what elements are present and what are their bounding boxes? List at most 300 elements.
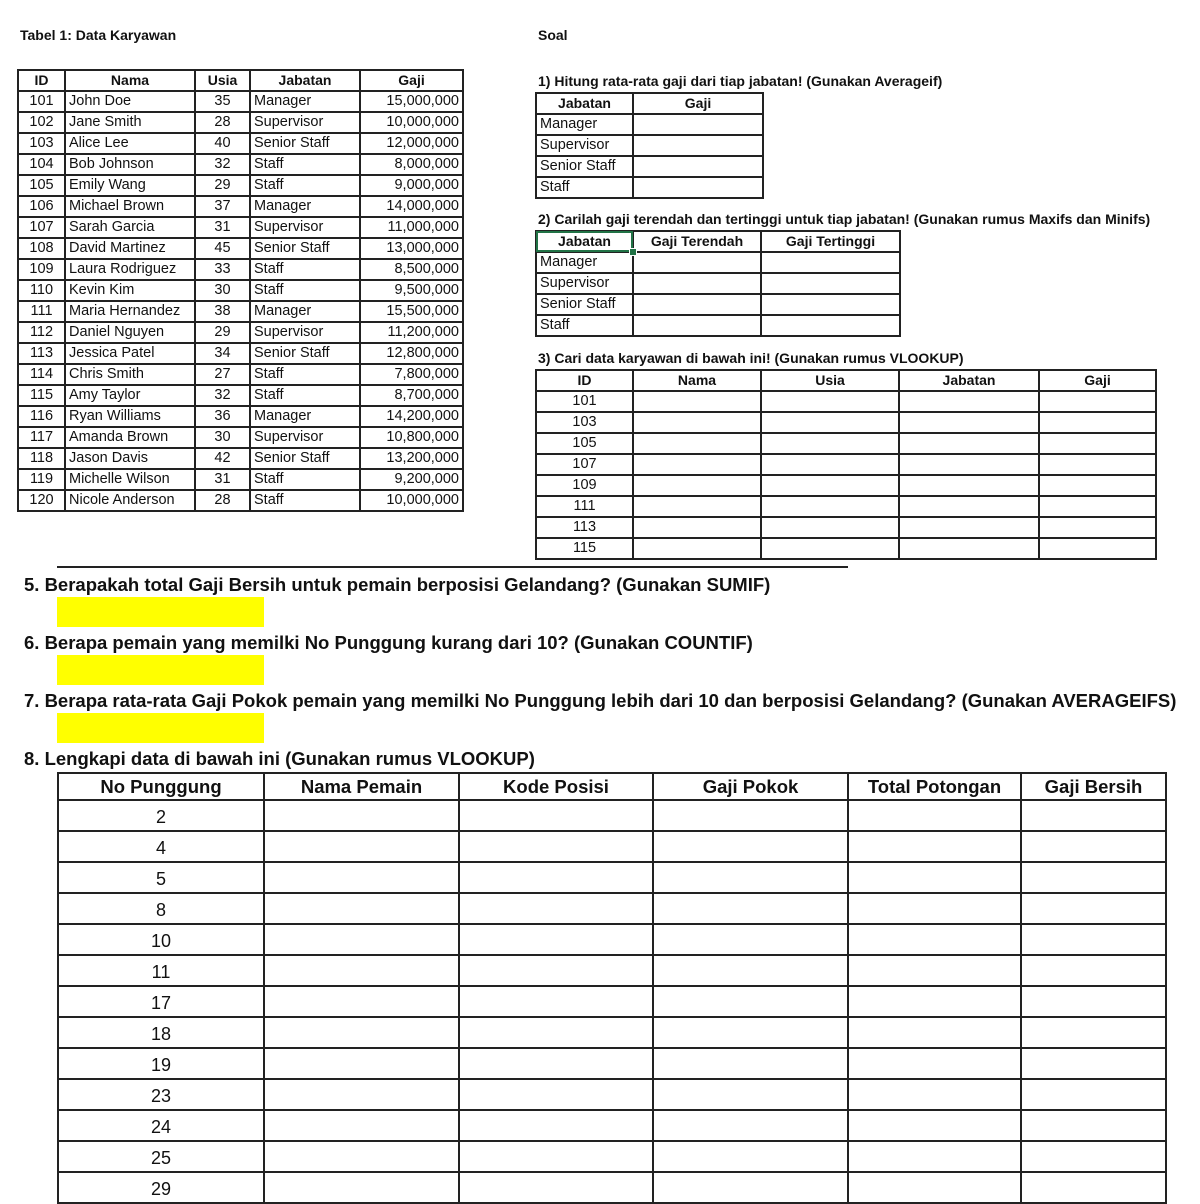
header-usia[interactable]: Usia <box>761 370 899 391</box>
cell-jabatan-empty[interactable] <box>899 496 1039 517</box>
cell-jabatan[interactable]: Supervisor <box>250 217 360 238</box>
cell-id[interactable]: 103 <box>536 412 633 433</box>
cell-gaji-pokok-empty[interactable] <box>653 986 848 1017</box>
cell-jabatan[interactable]: Staff <box>536 177 633 198</box>
question-6-text: 6. Berapa pemain yang memilki No Punggung kurang dari 10? (Gunakan COUNTIF) <box>24 632 753 653</box>
cell-kode-posisi-empty[interactable] <box>459 1017 653 1048</box>
cell-jabatan[interactable]: Senior Staff <box>250 238 360 259</box>
cell-nama[interactable]: Laura Rodriguez <box>65 259 195 280</box>
cell-usia-empty[interactable] <box>761 496 899 517</box>
cell-usia-empty[interactable] <box>761 433 899 454</box>
cell-total-potongan-empty[interactable] <box>848 1141 1021 1172</box>
header-jabatan[interactable]: Jabatan <box>899 370 1039 391</box>
cell-usia[interactable]: 36 <box>195 406 250 427</box>
cell-id[interactable]: 107 <box>18 217 65 238</box>
cell-kode-posisi-empty[interactable] <box>459 893 653 924</box>
cell-usia[interactable]: 30 <box>195 280 250 301</box>
cell-jabatan[interactable]: Staff <box>250 385 360 406</box>
cell-id[interactable]: 103 <box>18 133 65 154</box>
cell-gaji-empty[interactable] <box>1039 412 1156 433</box>
cell-gaji-empty[interactable] <box>1039 454 1156 475</box>
cell-total-potongan-empty[interactable] <box>848 955 1021 986</box>
cell-gaji-empty[interactable] <box>1039 433 1156 454</box>
header-gaji-tertinggi[interactable]: Gaji Tertinggi <box>761 231 900 252</box>
cell-jabatan[interactable]: Supervisor <box>536 273 633 294</box>
header-total-potongan[interactable]: Total Potongan <box>848 773 1021 800</box>
table-row <box>18 364 463 385</box>
table-header-row <box>58 773 1166 800</box>
cell-id[interactable]: 102 <box>18 112 65 133</box>
cell-total-potongan-empty[interactable] <box>848 1017 1021 1048</box>
table-header-row <box>536 370 1156 391</box>
cell-gaji[interactable]: 14,200,000 <box>360 406 463 427</box>
header-gaji[interactable]: Gaji <box>360 70 463 91</box>
cell-nama-pemain-empty[interactable] <box>264 955 459 986</box>
cell-usia[interactable]: 28 <box>195 490 250 511</box>
table-row <box>18 196 463 217</box>
header-usia[interactable]: Usia <box>195 70 250 91</box>
cell-jabatan[interactable]: Senior Staff <box>536 156 633 177</box>
cell-usia-empty[interactable] <box>761 517 899 538</box>
cell-gaji[interactable]: 13,000,000 <box>360 238 463 259</box>
fill-handle[interactable] <box>629 248 637 256</box>
cell-gaji-bersih-empty[interactable] <box>1021 1172 1166 1203</box>
cell-kode-posisi-empty[interactable] <box>459 1079 653 1110</box>
question-8-text: 8. Lengkapi data di bawah ini (Gunakan rumus VLOOKUP) <box>24 748 535 769</box>
answer-7-highlight-cell[interactable] <box>57 713 264 743</box>
header-gaji-pokok[interactable]: Gaji Pokok <box>653 773 848 800</box>
table-row <box>18 490 463 511</box>
cell-kode-posisi-empty[interactable] <box>459 831 653 862</box>
table-row <box>18 280 463 301</box>
cell-gaji-empty[interactable] <box>633 114 763 135</box>
cell-nama[interactable]: Ryan Williams <box>65 406 195 427</box>
header-kode-posisi[interactable]: Kode Posisi <box>459 773 653 800</box>
header-gaji-bersih[interactable]: Gaji Bersih <box>1021 773 1166 800</box>
cell-gaji[interactable]: 14,000,000 <box>360 196 463 217</box>
cell-jabatan[interactable]: Manager <box>250 301 360 322</box>
cell-total-potongan-empty[interactable] <box>848 924 1021 955</box>
cell-gaji[interactable]: 7,800,000 <box>360 364 463 385</box>
cell-usia-empty[interactable] <box>761 538 899 559</box>
cell-total-potongan-empty[interactable] <box>848 1079 1021 1110</box>
cell-id[interactable]: 101 <box>536 391 633 412</box>
cell-nama-pemain-empty[interactable] <box>264 986 459 1017</box>
cell-gaji-pokok-empty[interactable] <box>653 1172 848 1203</box>
cell-jabatan[interactable]: Supervisor <box>536 135 633 156</box>
cell-nama[interactable]: Sarah Garcia <box>65 217 195 238</box>
cell-gaji[interactable]: 13,200,000 <box>360 448 463 469</box>
cell-usia[interactable]: 42 <box>195 448 250 469</box>
cell-nama[interactable]: Kevin Kim <box>65 280 195 301</box>
header-id[interactable]: ID <box>18 70 65 91</box>
cell-jabatan[interactable]: Staff <box>250 175 360 196</box>
cell-gaji-pokok-empty[interactable] <box>653 831 848 862</box>
cell-usia[interactable]: 33 <box>195 259 250 280</box>
cell-id[interactable]: 109 <box>18 259 65 280</box>
header-nama-pemain[interactable]: Nama Pemain <box>264 773 459 800</box>
cell-jabatan-empty[interactable] <box>899 433 1039 454</box>
employee-data-table <box>17 69 464 512</box>
header-jabatan-selected-cell[interactable] <box>536 231 633 252</box>
cell-gaji-pokok-empty[interactable] <box>653 1141 848 1172</box>
cell-gaji-bersih-empty[interactable] <box>1021 1048 1166 1079</box>
cell-nama[interactable]: Chris Smith <box>65 364 195 385</box>
cell-usia[interactable]: 32 <box>195 154 250 175</box>
cell-id[interactable]: 119 <box>18 469 65 490</box>
cell-usia[interactable]: 37 <box>195 196 250 217</box>
cell-id[interactable]: 112 <box>18 322 65 343</box>
table-row <box>58 1141 1166 1172</box>
cell-id[interactable]: 106 <box>18 196 65 217</box>
header-nama[interactable]: Nama <box>65 70 195 91</box>
table-row <box>58 862 1166 893</box>
cell-id[interactable]: 105 <box>18 175 65 196</box>
cell-gaji-tertinggi-empty[interactable] <box>761 252 900 273</box>
cell-gaji[interactable]: 11,000,000 <box>360 217 463 238</box>
cell-no-punggung[interactable]: 24 <box>58 1110 264 1141</box>
cell-nama-empty[interactable] <box>633 538 761 559</box>
cell-nama-pemain-empty[interactable] <box>264 831 459 862</box>
cell-gaji-bersih-empty[interactable] <box>1021 1141 1166 1172</box>
cell-usia[interactable]: 32 <box>195 385 250 406</box>
cell-gaji-bersih-empty[interactable] <box>1021 800 1166 831</box>
cell-gaji[interactable]: 9,000,000 <box>360 175 463 196</box>
cell-jabatan[interactable]: Staff <box>250 469 360 490</box>
cell-gaji-pokok-empty[interactable] <box>653 1079 848 1110</box>
table1-title: Tabel 1: Data Karyawan <box>20 27 177 43</box>
cell-gaji[interactable]: 10,800,000 <box>360 427 463 448</box>
cell-id[interactable]: 117 <box>18 427 65 448</box>
cell-gaji[interactable]: 8,000,000 <box>360 154 463 175</box>
table-row <box>536 391 1156 412</box>
cell-jabatan[interactable]: Senior Staff <box>250 448 360 469</box>
header-gaji[interactable]: Gaji <box>633 93 763 114</box>
cell-gaji-empty[interactable] <box>1039 475 1156 496</box>
cell-id[interactable]: 118 <box>18 448 65 469</box>
cell-id[interactable]: 113 <box>18 343 65 364</box>
cell-jabatan[interactable]: Staff <box>250 259 360 280</box>
cell-kode-posisi-empty[interactable] <box>459 986 653 1017</box>
cell-gaji[interactable]: 12,800,000 <box>360 343 463 364</box>
cell-nama-pemain-empty[interactable] <box>264 1172 459 1203</box>
cell-no-punggung[interactable]: 19 <box>58 1048 264 1079</box>
cell-gaji[interactable]: 11,200,000 <box>360 322 463 343</box>
cell-jabatan[interactable]: Staff <box>250 490 360 511</box>
cell-total-potongan-empty[interactable] <box>848 862 1021 893</box>
cell-gaji-bersih-empty[interactable] <box>1021 1079 1166 1110</box>
cell-jabatan[interactable]: Manager <box>250 91 360 112</box>
cell-nama-empty[interactable] <box>633 412 761 433</box>
cell-gaji-pokok-empty[interactable] <box>653 955 848 986</box>
cell-gaji[interactable]: 10,000,000 <box>360 490 463 511</box>
cell-id[interactable]: 115 <box>18 385 65 406</box>
cell-jabatan[interactable]: Supervisor <box>250 322 360 343</box>
cell-no-punggung[interactable]: 18 <box>58 1017 264 1048</box>
cell-id[interactable]: 113 <box>536 517 633 538</box>
cell-jabatan-empty[interactable] <box>899 475 1039 496</box>
cell-nama[interactable]: Jason Davis <box>65 448 195 469</box>
cell-gaji-pokok-empty[interactable] <box>653 1048 848 1079</box>
cell-nama[interactable]: Maria Hernandez <box>65 301 195 322</box>
cell-usia[interactable]: 45 <box>195 238 250 259</box>
cell-nama-empty[interactable] <box>633 454 761 475</box>
cell-usia[interactable]: 27 <box>195 364 250 385</box>
cell-gaji-pokok-empty[interactable] <box>653 1017 848 1048</box>
cell-id[interactable]: 110 <box>18 280 65 301</box>
cell-nama[interactable]: Michael Brown <box>65 196 195 217</box>
cell-gaji[interactable]: 12,000,000 <box>360 133 463 154</box>
cell-jabatan[interactable]: Staff <box>250 364 360 385</box>
cell-jabatan-empty[interactable] <box>899 391 1039 412</box>
cell-gaji[interactable]: 8,500,000 <box>360 259 463 280</box>
cell-gaji-bersih-empty[interactable] <box>1021 924 1166 955</box>
cell-gaji-tertinggi-empty[interactable] <box>761 294 900 315</box>
cell-gaji-bersih-empty[interactable] <box>1021 1110 1166 1141</box>
answer-6-highlight-cell[interactable] <box>57 655 264 685</box>
table-row <box>18 238 463 259</box>
cell-gaji[interactable]: 10,000,000 <box>360 112 463 133</box>
cell-nama-pemain-empty[interactable] <box>264 1048 459 1079</box>
table-row <box>18 301 463 322</box>
cell-nama[interactable]: Jessica Patel <box>65 343 195 364</box>
cell-gaji-pokok-empty[interactable] <box>653 893 848 924</box>
cell-gaji-empty[interactable] <box>633 135 763 156</box>
cell-nama[interactable]: Jane Smith <box>65 112 195 133</box>
cell-nama-pemain-empty[interactable] <box>264 1110 459 1141</box>
cell-nama-pemain-empty[interactable] <box>264 1017 459 1048</box>
cell-jabatan[interactable]: Manager <box>250 196 360 217</box>
cell-usia-empty[interactable] <box>761 412 899 433</box>
cell-gaji-terendah-empty[interactable] <box>633 294 761 315</box>
cell-nama[interactable]: Bob Johnson <box>65 154 195 175</box>
table-row <box>18 154 463 175</box>
table-row <box>536 273 900 294</box>
cell-gaji-terendah-empty[interactable] <box>633 252 761 273</box>
table-row <box>536 114 763 135</box>
cell-id[interactable]: 105 <box>536 433 633 454</box>
cell-id[interactable]: 104 <box>18 154 65 175</box>
cell-nama-pemain-empty[interactable] <box>264 862 459 893</box>
cell-gaji-bersih-empty[interactable] <box>1021 1017 1166 1048</box>
cell-gaji-bersih-empty[interactable] <box>1021 831 1166 862</box>
cell-gaji[interactable]: 9,500,000 <box>360 280 463 301</box>
cell-jabatan[interactable]: Staff <box>250 280 360 301</box>
cell-id[interactable]: 107 <box>536 454 633 475</box>
header-jabatan[interactable]: Jabatan <box>536 93 633 114</box>
question-2-text: 2) Carilah gaji terendah dan tertinggi untuk tiap jabatan! (Gunakan rumus Maxifs dan Minifs) <box>538 211 1151 227</box>
cell-gaji-bersih-empty[interactable] <box>1021 893 1166 924</box>
cell-total-potongan-empty[interactable] <box>848 1172 1021 1203</box>
question-1-text: 1) Hitung rata-rata gaji dari tiap jabatan! (Gunakan Averageif) <box>538 73 943 89</box>
table-row <box>18 91 463 112</box>
header-gaji-terendah[interactable]: Gaji Terendah <box>633 231 761 252</box>
cell-gaji-bersih-empty[interactable] <box>1021 986 1166 1017</box>
cell-kode-posisi-empty[interactable] <box>459 1048 653 1079</box>
cell-kode-posisi-empty[interactable] <box>459 1110 653 1141</box>
cell-nama[interactable]: John Doe <box>65 91 195 112</box>
header-jabatan[interactable]: Jabatan <box>250 70 360 91</box>
q2-minmax-table <box>535 230 901 337</box>
cell-nama[interactable]: Amanda Brown <box>65 427 195 448</box>
cell-no-punggung[interactable]: 23 <box>58 1079 264 1110</box>
cell-usia[interactable]: 34 <box>195 343 250 364</box>
cell-kode-posisi-empty[interactable] <box>459 862 653 893</box>
cell-jabatan[interactable]: Staff <box>250 154 360 175</box>
cell-usia[interactable]: 29 <box>195 322 250 343</box>
cell-usia-empty[interactable] <box>761 391 899 412</box>
cell-gaji-tertinggi-empty[interactable] <box>761 273 900 294</box>
cell-jabatan-empty[interactable] <box>899 412 1039 433</box>
header-no-punggung[interactable]: No Punggung <box>58 773 264 800</box>
cell-gaji-empty[interactable] <box>1039 391 1156 412</box>
cell-nama[interactable]: Daniel Nguyen <box>65 322 195 343</box>
answer-5-highlight-cell[interactable] <box>57 597 264 627</box>
cell-usia-empty[interactable] <box>761 454 899 475</box>
cell-id[interactable]: 101 <box>18 91 65 112</box>
cell-no-punggung[interactable]: 10 <box>58 924 264 955</box>
cell-nama-empty[interactable] <box>633 433 761 454</box>
cell-nama-pemain-empty[interactable] <box>264 1141 459 1172</box>
cell-nama[interactable]: Amy Taylor <box>65 385 195 406</box>
cell-gaji-terendah-empty[interactable] <box>633 315 761 336</box>
cell-kode-posisi-empty[interactable] <box>459 924 653 955</box>
cell-usia[interactable]: 28 <box>195 112 250 133</box>
table-row <box>58 955 1166 986</box>
table-row <box>536 252 900 273</box>
cell-jabatan[interactable]: Manager <box>536 114 633 135</box>
header-nama[interactable]: Nama <box>633 370 761 391</box>
cell-gaji-bersih-empty[interactable] <box>1021 955 1166 986</box>
cell-usia[interactable]: 35 <box>195 91 250 112</box>
cell-jabatan-empty[interactable] <box>899 538 1039 559</box>
cell-gaji-empty[interactable] <box>1039 517 1156 538</box>
cell-jabatan[interactable]: Supervisor <box>250 427 360 448</box>
cell-usia[interactable]: 40 <box>195 133 250 154</box>
table-header-row <box>18 70 463 91</box>
cell-id[interactable]: 114 <box>18 364 65 385</box>
cell-gaji-empty[interactable] <box>1039 538 1156 559</box>
cell-id[interactable]: 108 <box>18 238 65 259</box>
cell-nama-pemain-empty[interactable] <box>264 1079 459 1110</box>
cell-id[interactable]: 109 <box>536 475 633 496</box>
cell-usia[interactable]: 38 <box>195 301 250 322</box>
cell-usia[interactable]: 31 <box>195 217 250 238</box>
cell-usia[interactable]: 29 <box>195 175 250 196</box>
q3-vlookup-table <box>535 369 1157 560</box>
cell-gaji-pokok-empty[interactable] <box>653 924 848 955</box>
cell-id[interactable]: 111 <box>18 301 65 322</box>
cell-gaji-terendah-empty[interactable] <box>633 273 761 294</box>
cell-gaji[interactable]: 9,200,000 <box>360 469 463 490</box>
cell-gaji-tertinggi-empty[interactable] <box>761 315 900 336</box>
cell-id[interactable]: 116 <box>18 406 65 427</box>
cell-kode-posisi-empty[interactable] <box>459 955 653 986</box>
cell-usia[interactable]: 31 <box>195 469 250 490</box>
question-7-text: 7. Berapa rata-rata Gaji Pokok pemain yang memilki No Punggung lebih dari 10 dan berposisi Gelandang? (Gunakan AVERAGEIFS) <box>24 690 1177 711</box>
cell-kode-posisi-empty[interactable] <box>459 800 653 831</box>
cell-nama-pemain-empty[interactable] <box>264 800 459 831</box>
cell-jabatan-empty[interactable] <box>899 517 1039 538</box>
cell-nama-empty[interactable] <box>633 391 761 412</box>
cell-id[interactable]: 115 <box>536 538 633 559</box>
cell-nama[interactable]: David Martinez <box>65 238 195 259</box>
cell-total-potongan-empty[interactable] <box>848 831 1021 862</box>
table-row <box>18 259 463 280</box>
cell-jabatan[interactable]: Supervisor <box>250 112 360 133</box>
header-gaji[interactable]: Gaji <box>1039 370 1156 391</box>
cell-nama[interactable]: Emily Wang <box>65 175 195 196</box>
cell-no-punggung[interactable]: 8 <box>58 893 264 924</box>
cell-nama[interactable]: Michelle Wilson <box>65 469 195 490</box>
question-3-text: 3) Cari data karyawan di bawah ini! (Gunakan rumus VLOOKUP) <box>538 350 964 366</box>
cell-jabatan[interactable]: Senior Staff <box>250 133 360 154</box>
table-row <box>18 217 463 238</box>
cell-no-punggung[interactable]: 17 <box>58 986 264 1017</box>
cell-no-punggung[interactable]: 11 <box>58 955 264 986</box>
cell-gaji-empty[interactable] <box>633 177 763 198</box>
cell-total-potongan-empty[interactable] <box>848 800 1021 831</box>
cell-jabatan-empty[interactable] <box>899 454 1039 475</box>
table-row <box>18 406 463 427</box>
cell-nama-empty[interactable] <box>633 496 761 517</box>
cell-no-punggung[interactable]: 29 <box>58 1172 264 1203</box>
cell-id[interactable]: 120 <box>18 490 65 511</box>
cell-gaji-pokok-empty[interactable] <box>653 800 848 831</box>
cell-total-potongan-empty[interactable] <box>848 1110 1021 1141</box>
cell-no-punggung[interactable]: 5 <box>58 862 264 893</box>
player-lookup-table <box>57 772 1167 1204</box>
cell-total-potongan-empty[interactable] <box>848 1048 1021 1079</box>
header-id[interactable]: ID <box>536 370 633 391</box>
cell-nama-pemain-empty[interactable] <box>264 893 459 924</box>
cell-jabatan[interactable]: Senior Staff <box>536 294 633 315</box>
cell-no-punggung[interactable]: 25 <box>58 1141 264 1172</box>
cell-total-potongan-empty[interactable] <box>848 893 1021 924</box>
cell-nama[interactable]: Nicole Anderson <box>65 490 195 511</box>
cell-jabatan[interactable]: Manager <box>250 406 360 427</box>
cell-usia[interactable]: 30 <box>195 427 250 448</box>
cell-no-punggung[interactable]: 4 <box>58 831 264 862</box>
cell-jabatan[interactable]: Senior Staff <box>250 343 360 364</box>
q3-table-clip <box>533 367 1158 567</box>
cell-gaji[interactable]: 8,700,000 <box>360 385 463 406</box>
cell-gaji[interactable]: 15,000,000 <box>360 91 463 112</box>
soal-title: Soal <box>538 27 568 43</box>
cell-id[interactable]: 111 <box>536 496 633 517</box>
cell-gaji-empty[interactable] <box>633 156 763 177</box>
cell-jabatan[interactable]: Staff <box>536 315 633 336</box>
cell-nama-empty[interactable] <box>633 475 761 496</box>
cell-usia-empty[interactable] <box>761 475 899 496</box>
table-row <box>18 385 463 406</box>
table-row <box>536 315 900 336</box>
table-row <box>536 177 763 198</box>
cell-no-punggung[interactable]: 2 <box>58 800 264 831</box>
cell-nama-pemain-empty[interactable] <box>264 924 459 955</box>
cell-nama-empty[interactable] <box>633 517 761 538</box>
cell-total-potongan-empty[interactable] <box>848 986 1021 1017</box>
cell-gaji[interactable]: 15,500,000 <box>360 301 463 322</box>
cell-gaji-bersih-empty[interactable] <box>1021 862 1166 893</box>
cell-jabatan[interactable]: Manager <box>536 252 633 273</box>
cell-gaji-empty[interactable] <box>1039 496 1156 517</box>
cell-gaji-pokok-empty[interactable] <box>653 862 848 893</box>
cell-kode-posisi-empty[interactable] <box>459 1141 653 1172</box>
cell-kode-posisi-empty[interactable] <box>459 1172 653 1203</box>
cell-nama[interactable]: Alice Lee <box>65 133 195 154</box>
cell-gaji-pokok-empty[interactable] <box>653 1110 848 1141</box>
